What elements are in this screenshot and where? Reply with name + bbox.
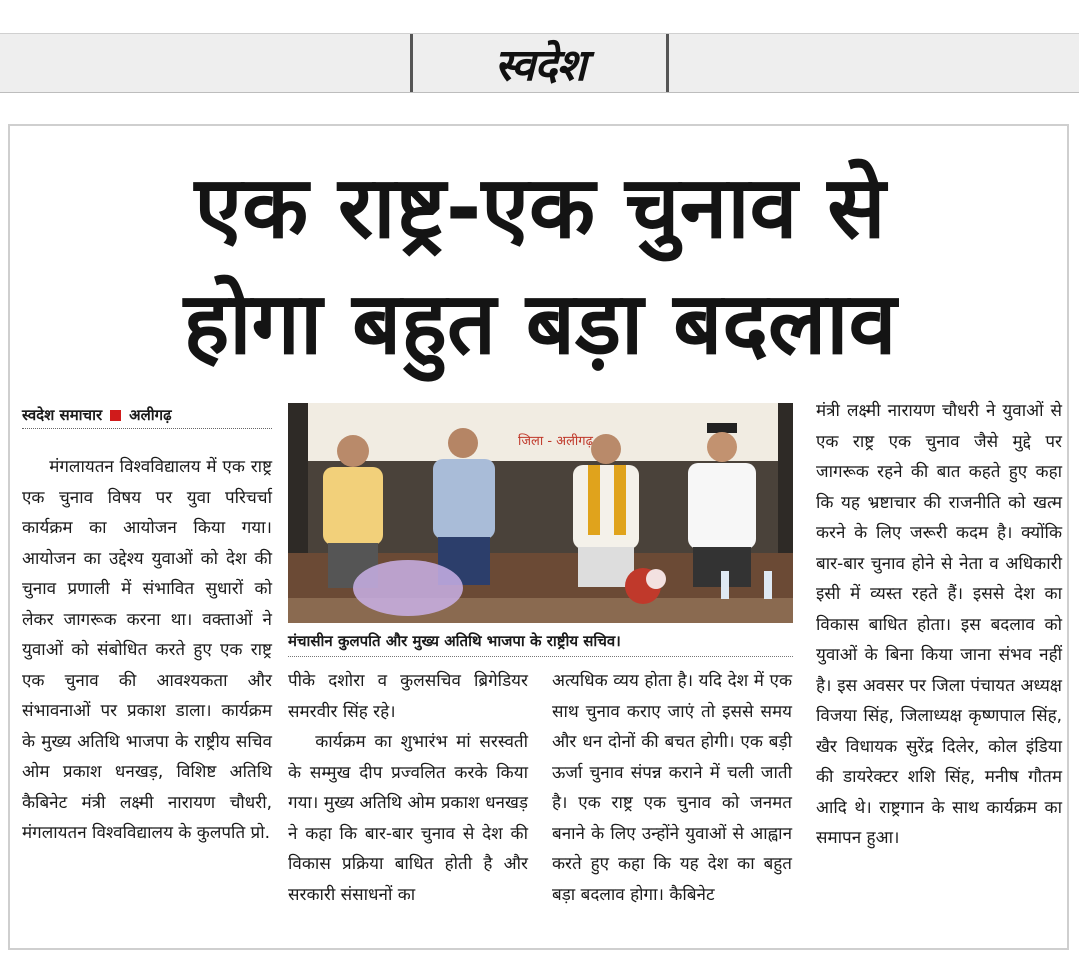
stage-photo-illustration xyxy=(288,403,793,623)
byline xyxy=(22,402,272,429)
article-column-4 xyxy=(816,396,1062,854)
byline-marker xyxy=(110,410,121,421)
headline-line-2: होगा बहुत बड़ा बदलाव xyxy=(183,274,897,374)
photo-caption: मंचासीन कुलपति और मुख्य अतिथि भाजपा के राष्ट्रीय सचिव। xyxy=(288,628,793,657)
newspaper-logo: स्वदेश xyxy=(494,40,586,91)
column-2-text-a: पीके दशोरा व कुलसचिव ब्रिगेडियर समरवीर सिंह रहे। xyxy=(288,671,528,722)
photo-banner-text: जिला - अलीगढ़ xyxy=(518,434,593,449)
masthead-divider-right xyxy=(666,34,669,92)
headline-line-1: एक राष्ट्र-एक चुनाव से xyxy=(194,158,886,258)
column-3-text: अत्यधिक व्यय होता है। यदि देश में एक साथ चुनाव कराए जाएं तो इससे समय और धन दोनों की बचत होगी। एक बड़ी ऊर्जा चुनाव संपन्न कराने में चली जाती है। एक राष्ट्र एक चुनाव को जनमत बनाने के लिए उन्होंने युवाओं से आह्वान करते हुए कहा कि यह देश का बहुत बड़ा बदलाव होगा। कैबिनेट xyxy=(552,671,792,905)
article-column-2 xyxy=(288,666,528,910)
headline xyxy=(20,150,1060,382)
column-1-text: मंगलायतन विश्वविद्यालय में एक राष्ट्र एक चुनाव विषय पर युवा परिचर्चा कार्यक्रम का आयोजन किया गया। आयोजन का उद्देश्य युवाओं को देश की चुनाव प्रणाली में संभावित सुधारों को लेकर जागरूक करना था। वक्ताओं ने युवाओं को संबोधित करते हुए एक राष्ट्र एक चुनाव की आवश्यकता और संभावनाओं पर प्रकाश डाला। कार्यक्रम के मुख्य अतिथि भाजपा के राष्ट्रीय सचिव ओम प्रकाश धनखड़, विशिष्ट अतिथि कैबिनेट मंत्री लक्ष्मी नारायण चौधरी, मंगलायतन विश्वविद्यालय के कुलपति प्रो. xyxy=(22,457,272,843)
event-photo xyxy=(288,403,793,623)
masthead xyxy=(0,33,1079,93)
article-column-3 xyxy=(552,666,792,910)
byline-location: अलीगढ़ xyxy=(129,406,172,424)
article-column-1 xyxy=(22,452,272,849)
column-4-text: मंत्री लक्ष्मी नारायण चौधरी ने युवाओं से एक राष्ट्र एक चुनाव जैसे मुद्दे पर जागरूक रहने की बात कहते हुए कहा कि यह भ्रष्टाचार की राजनीति को खत्म करने के लिए जरूरी कदम है। क्योंकि बार-बार चुनाव होने से नेता व अधिकारी इसी में व्यस्त रहते हैं। इससे देश का विकास बाधित होता। इस बदलाव को युवाओं के बिना किया जाना संभव नहीं है। इस अवसर पर जिला पंचायत अध्यक्ष विजया सिंह, जिलाध्यक्ष कृष्णपाल सिंह, खैर विधायक सुरेंद्र दिलेर, कोल इंडिया की डायरेक्टर शशि सिंह, मनीष गौतम आदि थे। राष्ट्रगान के साथ कार्यक्रम का समापन हुआ। xyxy=(816,401,1062,848)
masthead-divider-left xyxy=(410,34,413,92)
byline-source: स्वदेश समाचार xyxy=(22,406,103,424)
column-2-text-b: कार्यक्रम का शुभारंभ मां सरस्वती के सम्मुख दीप प्रज्वलित करके किया गया। मुख्य अतिथि ओम प्रकाश धनखड़ ने कहा कि बार-बार चुनाव से देश की विकास प्रक्रिया बाधित होती है और सरकारी संसाधनों का xyxy=(288,732,528,905)
